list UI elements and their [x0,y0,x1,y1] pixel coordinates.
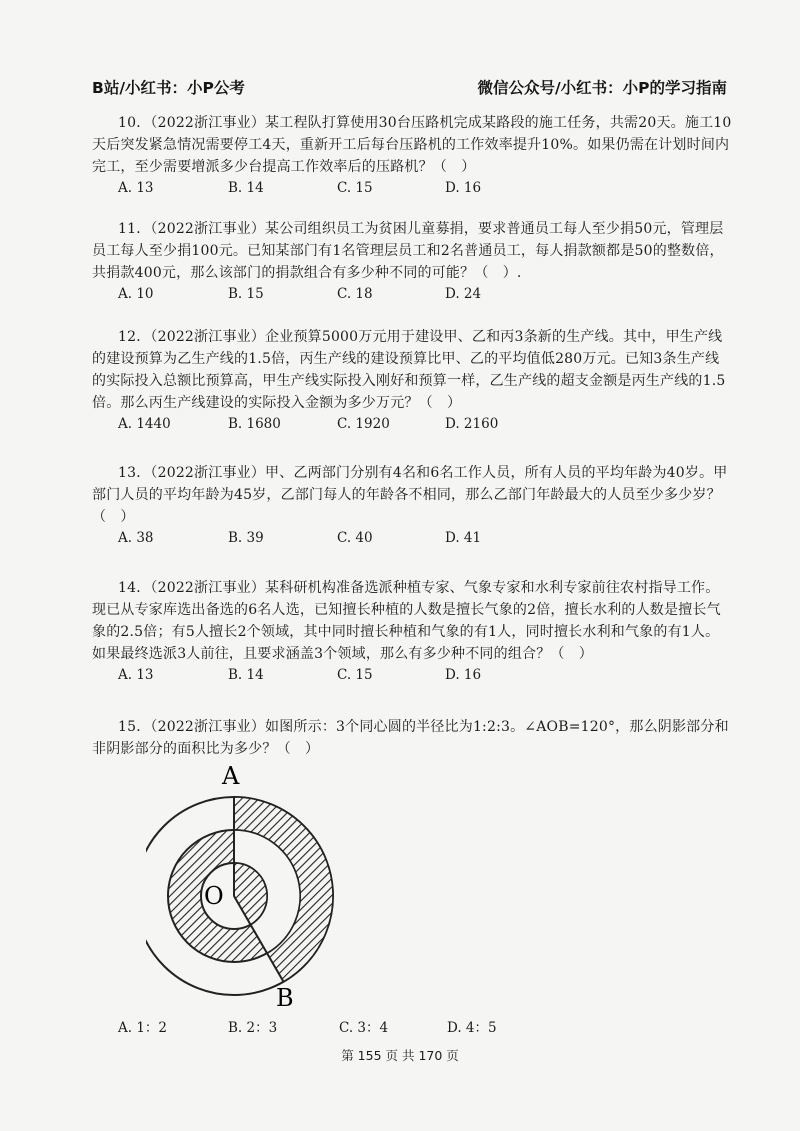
option-a: A. 13 [118,667,154,683]
label-a: A [222,762,240,790]
option-a: A. 38 [118,530,154,546]
header-right: 微信公众号/小红书：小P的学习指南 [477,79,727,97]
question-stem: 14．（2022浙江事业）某科研机构准备选派种植专家、气象专家和水利专家前往农村指导工作。现已从专家库选出备选的6名人选，已知擅长种植的人数是擅长气象的2倍，擅长水利的人数是擅长气象的2.5倍；有5人擅长2个领域，其中同时擅长种植和气象的有1人，同时擅长水利和气象的有1人。如果最终选派3人前往，且要求涵盖3个领域，那么有多少种不同的组合？（ ） [92,580,721,662]
question-13 [92,462,732,550]
option-d: D. 16 [445,667,482,683]
option-a: A. 10 [118,286,154,302]
option-c: C. 1920 [337,416,390,432]
option-a: A. 13 [118,180,154,196]
concentric-circles-figure [146,758,356,1018]
question-11 [92,218,732,306]
options-row [92,414,732,436]
option-c: C. 15 [337,180,373,196]
option-b: B. 15 [228,286,264,302]
label-b: B [276,984,294,1012]
options-row [92,528,732,550]
option-a: A. 1440 [118,416,171,432]
question-10 [92,112,732,200]
option-d: D. 4：5 [447,1020,497,1036]
option-b: B. 39 [228,530,264,546]
option-d: D. 24 [445,286,482,302]
question-stem: 10．（2022浙江事业）某工程队打算使用30台压路机完成某路段的施工任务，共需20天。施工10天后突发紧急情况需要停工4天，重新开工后每台压路机的工作效率提升10%。如果仍需在计划时间内完工，至少需要增派多少台提高工作效率后的压路机？（ ） [92,115,732,175]
question-stem: 11．（2022浙江事业）某公司组织员工为贫困儿童募捐，要求普通员工每人至少捐50元，管理层员工每人至少捐100元。已知某部门有1名管理层员工和2名普通员工，每人捐款额都是50的整数倍，共捐款400元，那么该部门的捐款组合有多少种不同的可能？（ ）. [92,221,724,281]
question-14 [92,577,732,687]
option-d: D. 16 [445,180,482,196]
option-b: B. 2：3 [228,1020,278,1036]
option-b: B. 1680 [228,416,281,432]
options-row [92,284,732,306]
option-c: C. 15 [337,667,373,683]
label-o: O [204,882,224,910]
question-stem: 12．（2022浙江事业）企业预算5000万元用于建设甲、乙和丙3条新的生产线。其中，甲生产线的建设预算为乙生产线的1.5倍，丙生产线的建设预算比甲、乙的平均值低280万元。已知3条生产线的实际投入总额比预算高，甲生产线实际投入刚好和预算一样，乙生产线的超支金额是丙生产线的1.5倍。那么丙生产线建设的实际投入金额为多少万元？（ ） [92,329,726,411]
option-a: A. 1：2 [118,1020,168,1036]
header-left: B站/小红书：小P公考 [92,79,245,97]
option-b: B. 14 [228,180,264,196]
options-row [92,1014,732,1036]
options-row [92,665,732,687]
option-c: C. 18 [337,286,373,302]
page-footer: 第 155 页 共 170 页 [341,1048,459,1063]
option-c: C. 3：4 [339,1020,389,1036]
option-d: D. 41 [445,530,482,546]
question-stem: 15．（2022浙江事业）如图所示：3个同心圆的半径比为1:2:3。∠AOB=120°，那么阴影部分和非阴影部分的面积比为多少？（ ） [92,719,729,757]
option-b: B. 14 [228,667,264,683]
question-stem: 13．（2022浙江事业）甲、乙两部门分别有4名和6名工作人员，所有人员的平均年龄为40岁。甲部门人员的平均年龄为45岁，乙部门每人的年龄各不相同，那么乙部门年龄最大的人员至少多少岁？（ ） [92,465,728,525]
option-d: D. 2160 [445,416,499,432]
question-15 [92,716,732,760]
question-12 [92,326,732,436]
option-c: C. 40 [337,530,373,546]
options-row [92,178,732,200]
